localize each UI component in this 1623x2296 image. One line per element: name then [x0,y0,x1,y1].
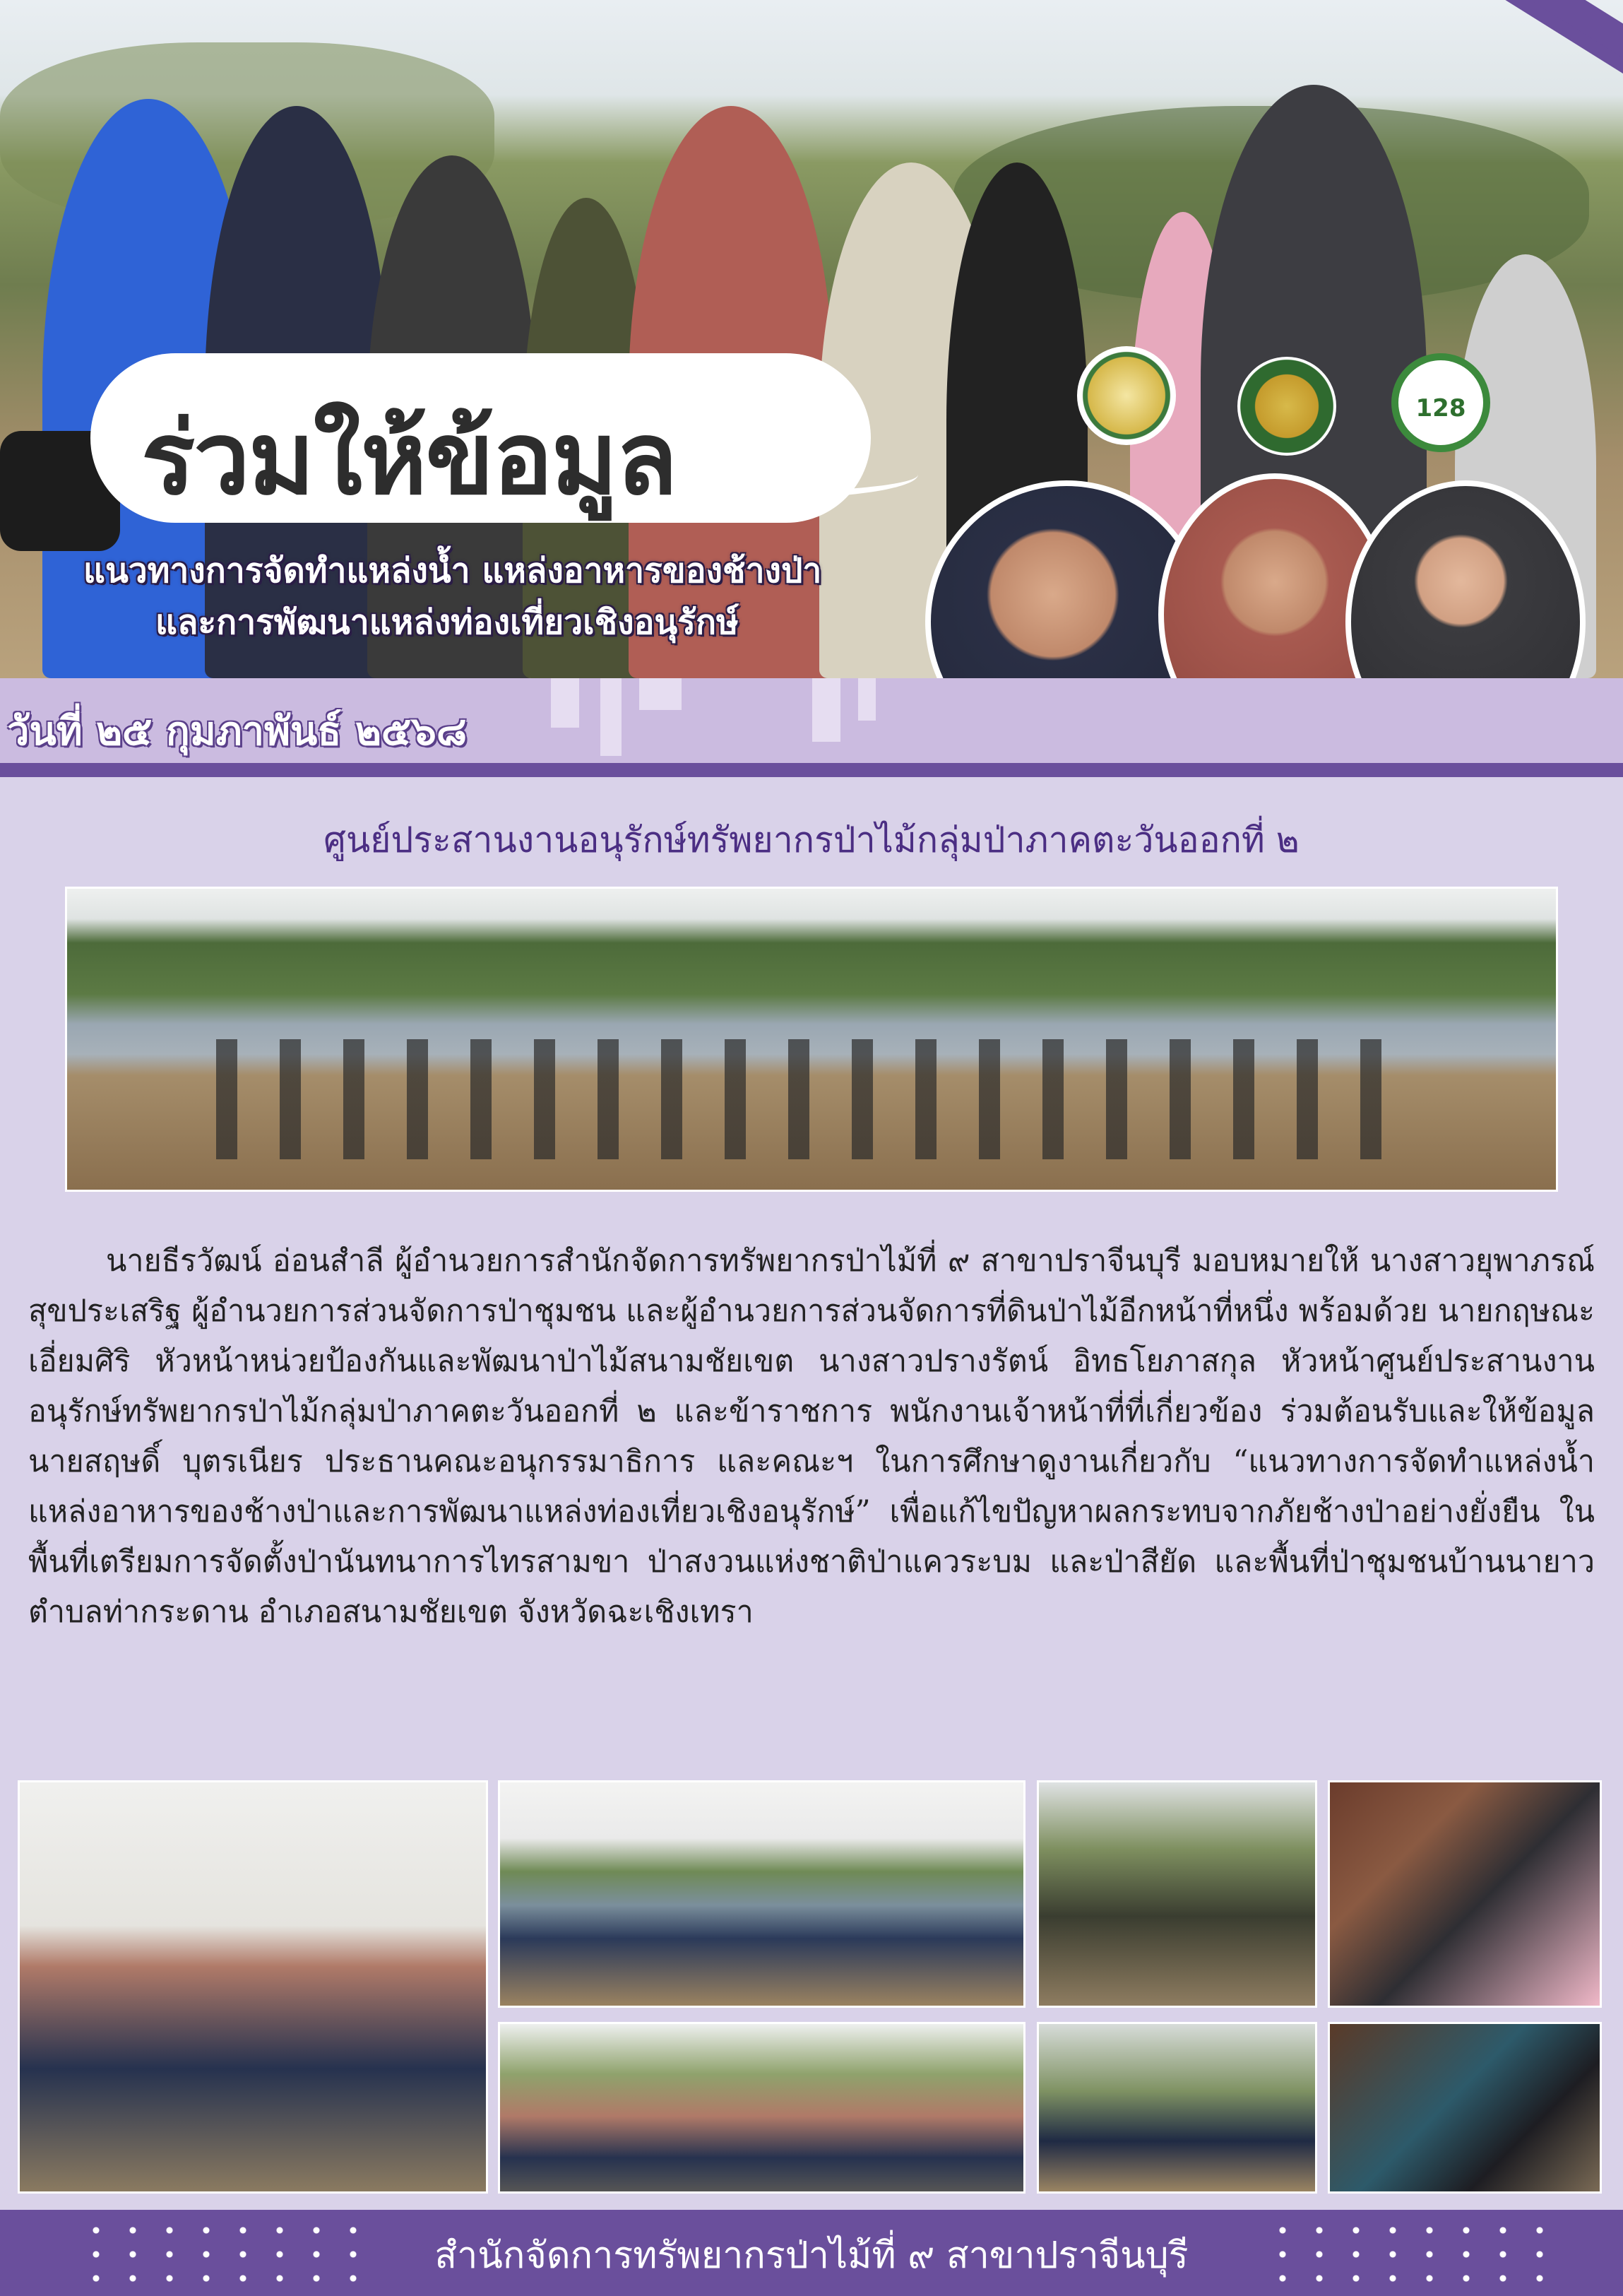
royal-forest-emblem-icon [1077,346,1176,445]
decorative-bar [858,678,876,721]
main-group-photo [65,887,1558,1192]
article-body: นายธีรวัฒน์ อ่อนสำลี ผู้อำนวยการสำนักจัดการทรัพยากรป่าไม้ที่ ๙ สาขาปราจีนบุรี มอบหมายให้ นางสาวยุพาภรณ์ สุขประเสริฐ ผู้อำนวยการส่วนจัดการป่าชุมชน และผู้อำนวยการส่วนจัดการที่ดินป่าไม้อีกหน้าที่หนึ่ง พร้อมด้วย นายกฤษณะ เอี่ยมศิริ หัวหน้าหน่วยป้องกันและพัฒนาป่าไม้สนามชัยเขต นางสาวปรางรัตน์ อิทธโยภาสกุล หัวหน้าศูนย์ประสานงานอนุรักษ์ทรัพยากรป่าไม้กลุ่มป่าภาคตะวันออกที่ ๒ และข้าราชการ พนักงานเจ้าหน้าที่ที่เกี่ยวข้อง ร่วมต้อนรับและให้ข้อมูล นายสฤษดิ์ บุตรเนียร ประธานคณะอนุกรรมาธิการ และคณะฯ ในการศึกษาดูงานเกี่ยวกับ “แนวทางการจัดทำแหล่งน้ำ แหล่งอาหารของช้างป่าและการพัฒนาแหล่งท่องเที่ยวเชิงอนุรักษ์” เพื่อแก้ไขปัญหาผลกระทบจากภัยช้างป่าอย่างยั่งยืน ในพื้นที่เตรียมการจัดตั้งป่านันทนาการไทรสามขา ป่าสงวนแห่งชาติป่าแควระบม และป่าสียัด และพื้นที่ป่าชุมชนบ้านนายาว ตำบลท่ากระดาน อำเภอสนามชัยเขต จังหวัดฉะเชิงเทรา [28,1243,1595,1630]
decorative-bar [812,678,840,742]
gallery-photo-4 [1328,1780,1602,2008]
group-silhouettes [216,1039,1407,1159]
gallery-photo-5 [498,2022,1025,2194]
logo-label: 128 [1415,394,1466,422]
decorative-bar [639,678,682,710]
decorative-bar [551,678,579,728]
gallery-photo-3 [1037,1780,1317,2008]
footer-organization: สำนักจัดการทรัพยากรป่าไม้ที่ ๙ สาขาปราจีนบุรี [434,2235,1189,2277]
gallery-photo-6 [1037,2022,1317,2194]
subtitle-line-1: แนวทางการจัดทำแหล่งน้ำ แหล่งอาหารของช้างป่า [83,551,822,591]
gallery-photo-2 [498,1780,1025,2008]
128-anniversary-logo-icon [1391,353,1490,452]
article-heading: ศูนย์ประสานงานอนุรักษ์ทรัพยากรป่าไม้กลุ่มป่าภาคตะวันออกที่ ๒ [323,819,1300,860]
subtitle-line-2: และการพัฒนาแหล่งท่องเที่ยวเชิงอนุรักษ์ [155,603,739,642]
gallery-photo-7 [1328,2022,1602,2194]
page-title: ร่วมให้ข้อมูล [141,401,677,517]
gallery-photo-1 [18,1780,488,2194]
date-label: วันที่ ๒๕ กุมภาพันธ์ ๒๕๖๘ [7,709,468,755]
decorative-bar [600,678,622,756]
date-underline [0,763,1623,777]
forest-department-seal-icon [1237,357,1336,456]
